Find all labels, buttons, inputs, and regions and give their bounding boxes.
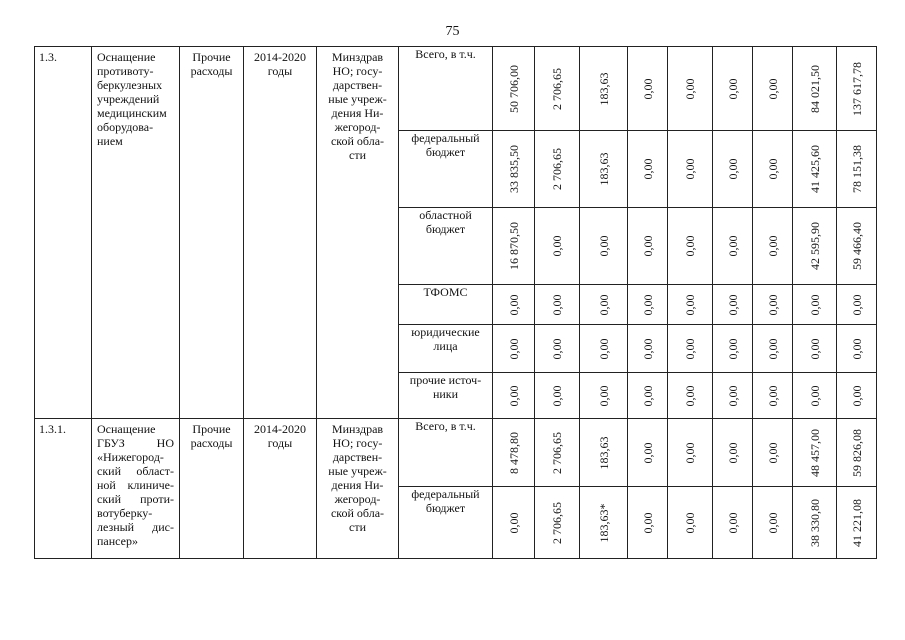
funding-source-line: юридические xyxy=(411,325,480,339)
value-cell xyxy=(493,208,535,285)
value-cell xyxy=(668,419,713,487)
value-text: 0,00 xyxy=(596,294,611,315)
executor-line: ской обла- xyxy=(330,506,385,520)
value-text: 16 870,50 xyxy=(506,222,521,270)
value-text: 48 457,00 xyxy=(807,428,822,477)
value-text: 183,63 xyxy=(596,152,611,186)
value-cell xyxy=(580,487,628,559)
item-name-line: учреждений xyxy=(97,92,160,106)
value-text: 2 706,65 xyxy=(550,501,564,544)
value-cell xyxy=(628,285,668,325)
funding-source-line: Всего, в т.ч. xyxy=(415,47,476,61)
value-text: 0,00 xyxy=(765,78,780,99)
value-cell xyxy=(713,325,753,373)
value-cell xyxy=(580,325,628,373)
value-text: 0,00 xyxy=(725,338,740,359)
value-cell xyxy=(713,131,753,208)
value-text: 0,00 xyxy=(725,78,740,99)
funding-source xyxy=(399,419,493,487)
funding-source-line: прочие источ- xyxy=(409,373,482,387)
value-cell xyxy=(535,131,580,208)
item-name-line: нием xyxy=(97,134,123,148)
executor-line: дарствен- xyxy=(332,78,383,92)
value-cell xyxy=(668,487,713,559)
value-text: 0,00 xyxy=(765,338,780,359)
period xyxy=(244,47,317,419)
funding-source-line: федеральный xyxy=(411,487,480,501)
item-name-line: ский проти- xyxy=(97,492,174,506)
value-cell xyxy=(535,208,580,285)
funding-source-line: федеральный xyxy=(411,131,480,145)
value-cell xyxy=(535,419,580,487)
executor-line: дения Ни- xyxy=(331,106,384,120)
value-text: 0,00 xyxy=(550,294,564,315)
value-text: 0,00 xyxy=(506,338,521,359)
value-cell xyxy=(628,325,668,373)
value-text: 8 478,80 xyxy=(506,431,521,474)
value-text: 0,00 xyxy=(683,385,697,406)
item-name-line: противоту- xyxy=(97,64,154,78)
value-text: 183,63* xyxy=(596,503,611,542)
value-text: 0,00 xyxy=(683,294,697,315)
value-cell xyxy=(668,208,713,285)
value-cell xyxy=(580,285,628,325)
value-text: 0,00 xyxy=(640,338,655,359)
value-cell xyxy=(837,47,877,131)
value-text: 0,00 xyxy=(640,158,655,180)
executor-line: Минздрав xyxy=(331,50,384,64)
value-text: 2 706,65 xyxy=(550,431,564,474)
expense-type xyxy=(180,47,244,419)
value-text: 0,00 xyxy=(550,235,564,257)
funding-source xyxy=(399,487,493,559)
value-cell xyxy=(753,131,793,208)
period-line: годы xyxy=(267,436,293,450)
funding-source xyxy=(399,131,493,208)
value-cell xyxy=(493,487,535,559)
period-line: 2014-2020 xyxy=(254,422,306,436)
funding-source xyxy=(399,285,493,325)
value-text: 50 706,00 xyxy=(506,64,521,113)
value-cell xyxy=(628,373,668,419)
funding-source-line: ники xyxy=(432,387,459,401)
value-cell xyxy=(793,325,837,373)
value-text: 33 835,50 xyxy=(506,145,521,193)
value-text: 0,00 xyxy=(725,442,740,463)
value-cell xyxy=(493,285,535,325)
value-cell xyxy=(753,285,793,325)
item-name-line: «Нижегород- xyxy=(97,450,164,464)
value-text: 0,00 xyxy=(807,338,822,359)
executor-line: жегород- xyxy=(334,492,381,506)
value-text: 0,00 xyxy=(506,385,521,406)
value-text: 0,00 xyxy=(765,512,780,533)
value-cell xyxy=(628,208,668,285)
value-cell xyxy=(668,131,713,208)
value-cell xyxy=(628,419,668,487)
value-text: 0,00 xyxy=(640,442,655,463)
executor-line: НО; госу- xyxy=(332,436,383,450)
item-name-line: ский област- xyxy=(97,464,174,478)
value-text: 0,00 xyxy=(640,385,655,406)
value-cell xyxy=(580,419,628,487)
value-cell xyxy=(668,285,713,325)
item-name-line: оборудова- xyxy=(97,120,154,134)
value-text: 0,00 xyxy=(849,294,864,315)
value-text: 0,00 xyxy=(550,338,564,359)
value-cell xyxy=(713,373,753,419)
value-cell xyxy=(493,419,535,487)
value-text: 0,00 xyxy=(683,442,697,463)
value-text: 0,00 xyxy=(506,294,521,315)
funding-source xyxy=(399,373,493,419)
expense-type-line: расходы xyxy=(190,64,233,78)
period-line: годы xyxy=(267,64,293,78)
value-cell xyxy=(793,419,837,487)
value-text: 0,00 xyxy=(765,235,780,257)
period-line: 2014-2020 xyxy=(254,50,306,64)
executor-line: сти xyxy=(349,148,366,162)
value-cell xyxy=(535,373,580,419)
value-cell xyxy=(753,373,793,419)
funding-source xyxy=(399,208,493,285)
value-cell xyxy=(753,419,793,487)
table-row xyxy=(35,419,877,487)
value-text: 78 151,38 xyxy=(849,145,864,193)
value-cell xyxy=(493,131,535,208)
funding-source-line: областной xyxy=(419,208,472,222)
value-text: 2 706,65 xyxy=(550,67,564,110)
value-text: 0,00 xyxy=(596,235,611,257)
value-text: 0,00 xyxy=(640,235,655,257)
value-cell xyxy=(580,131,628,208)
value-text: 0,00 xyxy=(765,294,780,315)
funding-source-line: ТФОМС xyxy=(423,285,468,299)
expense-type-line: Прочие xyxy=(192,50,231,64)
executor-line: Минздрав xyxy=(331,422,384,436)
funding-source xyxy=(399,47,493,131)
table-row xyxy=(35,47,877,131)
value-text: 84 021,50 xyxy=(807,64,822,113)
value-text: 2 706,65 xyxy=(550,148,564,190)
value-cell xyxy=(837,208,877,285)
value-text: 183,63 xyxy=(596,436,611,469)
value-text: 0,00 xyxy=(849,338,864,359)
value-cell xyxy=(713,47,753,131)
period xyxy=(244,419,317,559)
value-cell xyxy=(793,487,837,559)
value-text: 0,00 xyxy=(596,385,611,406)
value-text: 0,00 xyxy=(765,442,780,463)
value-text: 41 425,60 xyxy=(807,145,822,193)
item-name-line: беркулезных xyxy=(97,78,163,92)
value-text: 0,00 xyxy=(640,512,655,533)
value-text: 0,00 xyxy=(725,385,740,406)
value-text: 0,00 xyxy=(849,385,864,406)
value-cell xyxy=(493,47,535,131)
executor-line: сти xyxy=(349,520,366,534)
value-cell xyxy=(837,325,877,373)
value-text: 0,00 xyxy=(683,235,697,257)
funding-source-line: лица xyxy=(433,339,458,353)
value-cell xyxy=(753,325,793,373)
value-cell xyxy=(628,47,668,131)
value-text: 0,00 xyxy=(725,512,740,533)
value-text: 59 826,08 xyxy=(849,428,864,477)
value-cell xyxy=(753,208,793,285)
value-cell xyxy=(493,325,535,373)
value-cell xyxy=(713,487,753,559)
item-name-line: лезный дис- xyxy=(97,520,174,534)
value-text: 0,00 xyxy=(506,512,521,533)
value-cell xyxy=(793,285,837,325)
value-cell xyxy=(668,373,713,419)
value-cell xyxy=(837,131,877,208)
value-cell xyxy=(580,208,628,285)
value-cell xyxy=(837,419,877,487)
executor-line: жегород- xyxy=(334,120,381,134)
value-text: 59 466,40 xyxy=(849,222,864,270)
value-text: 0,00 xyxy=(640,78,655,99)
item-name-line: ной клиниче- xyxy=(97,478,174,492)
value-cell xyxy=(668,325,713,373)
value-cell xyxy=(837,285,877,325)
item-name-line: пансер» xyxy=(97,534,138,548)
value-text: 0,00 xyxy=(725,235,740,257)
value-cell xyxy=(580,47,628,131)
item-number: 1.3.1. xyxy=(35,419,92,559)
value-text: 0,00 xyxy=(807,385,822,406)
funding-source-line: бюджет xyxy=(425,501,466,515)
value-cell xyxy=(837,487,877,559)
value-text: 0,00 xyxy=(640,294,655,315)
item-name-line: Оснащение ГБУЗ НО xyxy=(97,422,174,450)
funding-source-line: Всего, в т.ч. xyxy=(415,419,476,433)
executor xyxy=(317,419,399,559)
item-name xyxy=(92,47,180,419)
value-cell xyxy=(793,208,837,285)
value-cell xyxy=(580,373,628,419)
value-cell xyxy=(713,419,753,487)
funding-source-line: бюджет xyxy=(425,222,466,236)
value-text: 0,00 xyxy=(683,338,697,359)
value-text: 41 221,08 xyxy=(849,498,864,547)
expense-type xyxy=(180,419,244,559)
value-text: 0,00 xyxy=(807,294,822,315)
value-cell xyxy=(493,373,535,419)
value-text: 0,00 xyxy=(550,385,564,406)
executor-line: дарствен- xyxy=(332,450,383,464)
item-name-line: вотуберку- xyxy=(97,506,153,520)
value-cell xyxy=(628,487,668,559)
value-cell xyxy=(668,47,713,131)
value-cell xyxy=(713,208,753,285)
value-cell xyxy=(628,131,668,208)
value-text: 137 617,78 xyxy=(849,61,864,116)
value-cell xyxy=(837,373,877,419)
value-cell xyxy=(535,487,580,559)
expense-type-line: расходы xyxy=(190,436,233,450)
value-text: 0,00 xyxy=(596,338,611,359)
executor-line: ные учреж- xyxy=(328,464,387,478)
value-cell xyxy=(753,47,793,131)
value-cell xyxy=(535,47,580,131)
value-text: 0,00 xyxy=(683,158,697,180)
value-text: 0,00 xyxy=(765,385,780,406)
value-cell xyxy=(753,487,793,559)
funding-source xyxy=(399,325,493,373)
value-text: 0,00 xyxy=(683,78,697,99)
value-text: 0,00 xyxy=(725,158,740,180)
item-number: 1.3. xyxy=(35,47,92,419)
executor-line: ные учреж- xyxy=(328,92,387,106)
item-name xyxy=(92,419,180,559)
value-text: 0,00 xyxy=(725,294,740,315)
value-cell xyxy=(535,325,580,373)
funding-source-line: бюджет xyxy=(425,145,466,159)
expense-type-line: Прочие xyxy=(192,422,231,436)
item-name-line: Оснащение xyxy=(97,50,156,64)
executor-line: ской обла- xyxy=(330,134,385,148)
value-text: 0,00 xyxy=(683,512,697,533)
value-text: 183,63 xyxy=(596,72,611,105)
item-name-line: медицинским xyxy=(97,106,167,120)
executor-line: НО; госу- xyxy=(332,64,383,78)
value-cell xyxy=(535,285,580,325)
value-text: 42 595,90 xyxy=(807,222,822,270)
value-text: 0,00 xyxy=(765,158,780,180)
value-cell xyxy=(793,373,837,419)
budget-table xyxy=(34,46,877,559)
value-cell xyxy=(793,131,837,208)
value-cell xyxy=(793,47,837,131)
value-cell xyxy=(713,285,753,325)
executor-line: дения Ни- xyxy=(331,478,384,492)
page-number: 75 xyxy=(445,24,460,39)
executor xyxy=(317,47,399,419)
value-text: 38 330,80 xyxy=(807,498,822,547)
